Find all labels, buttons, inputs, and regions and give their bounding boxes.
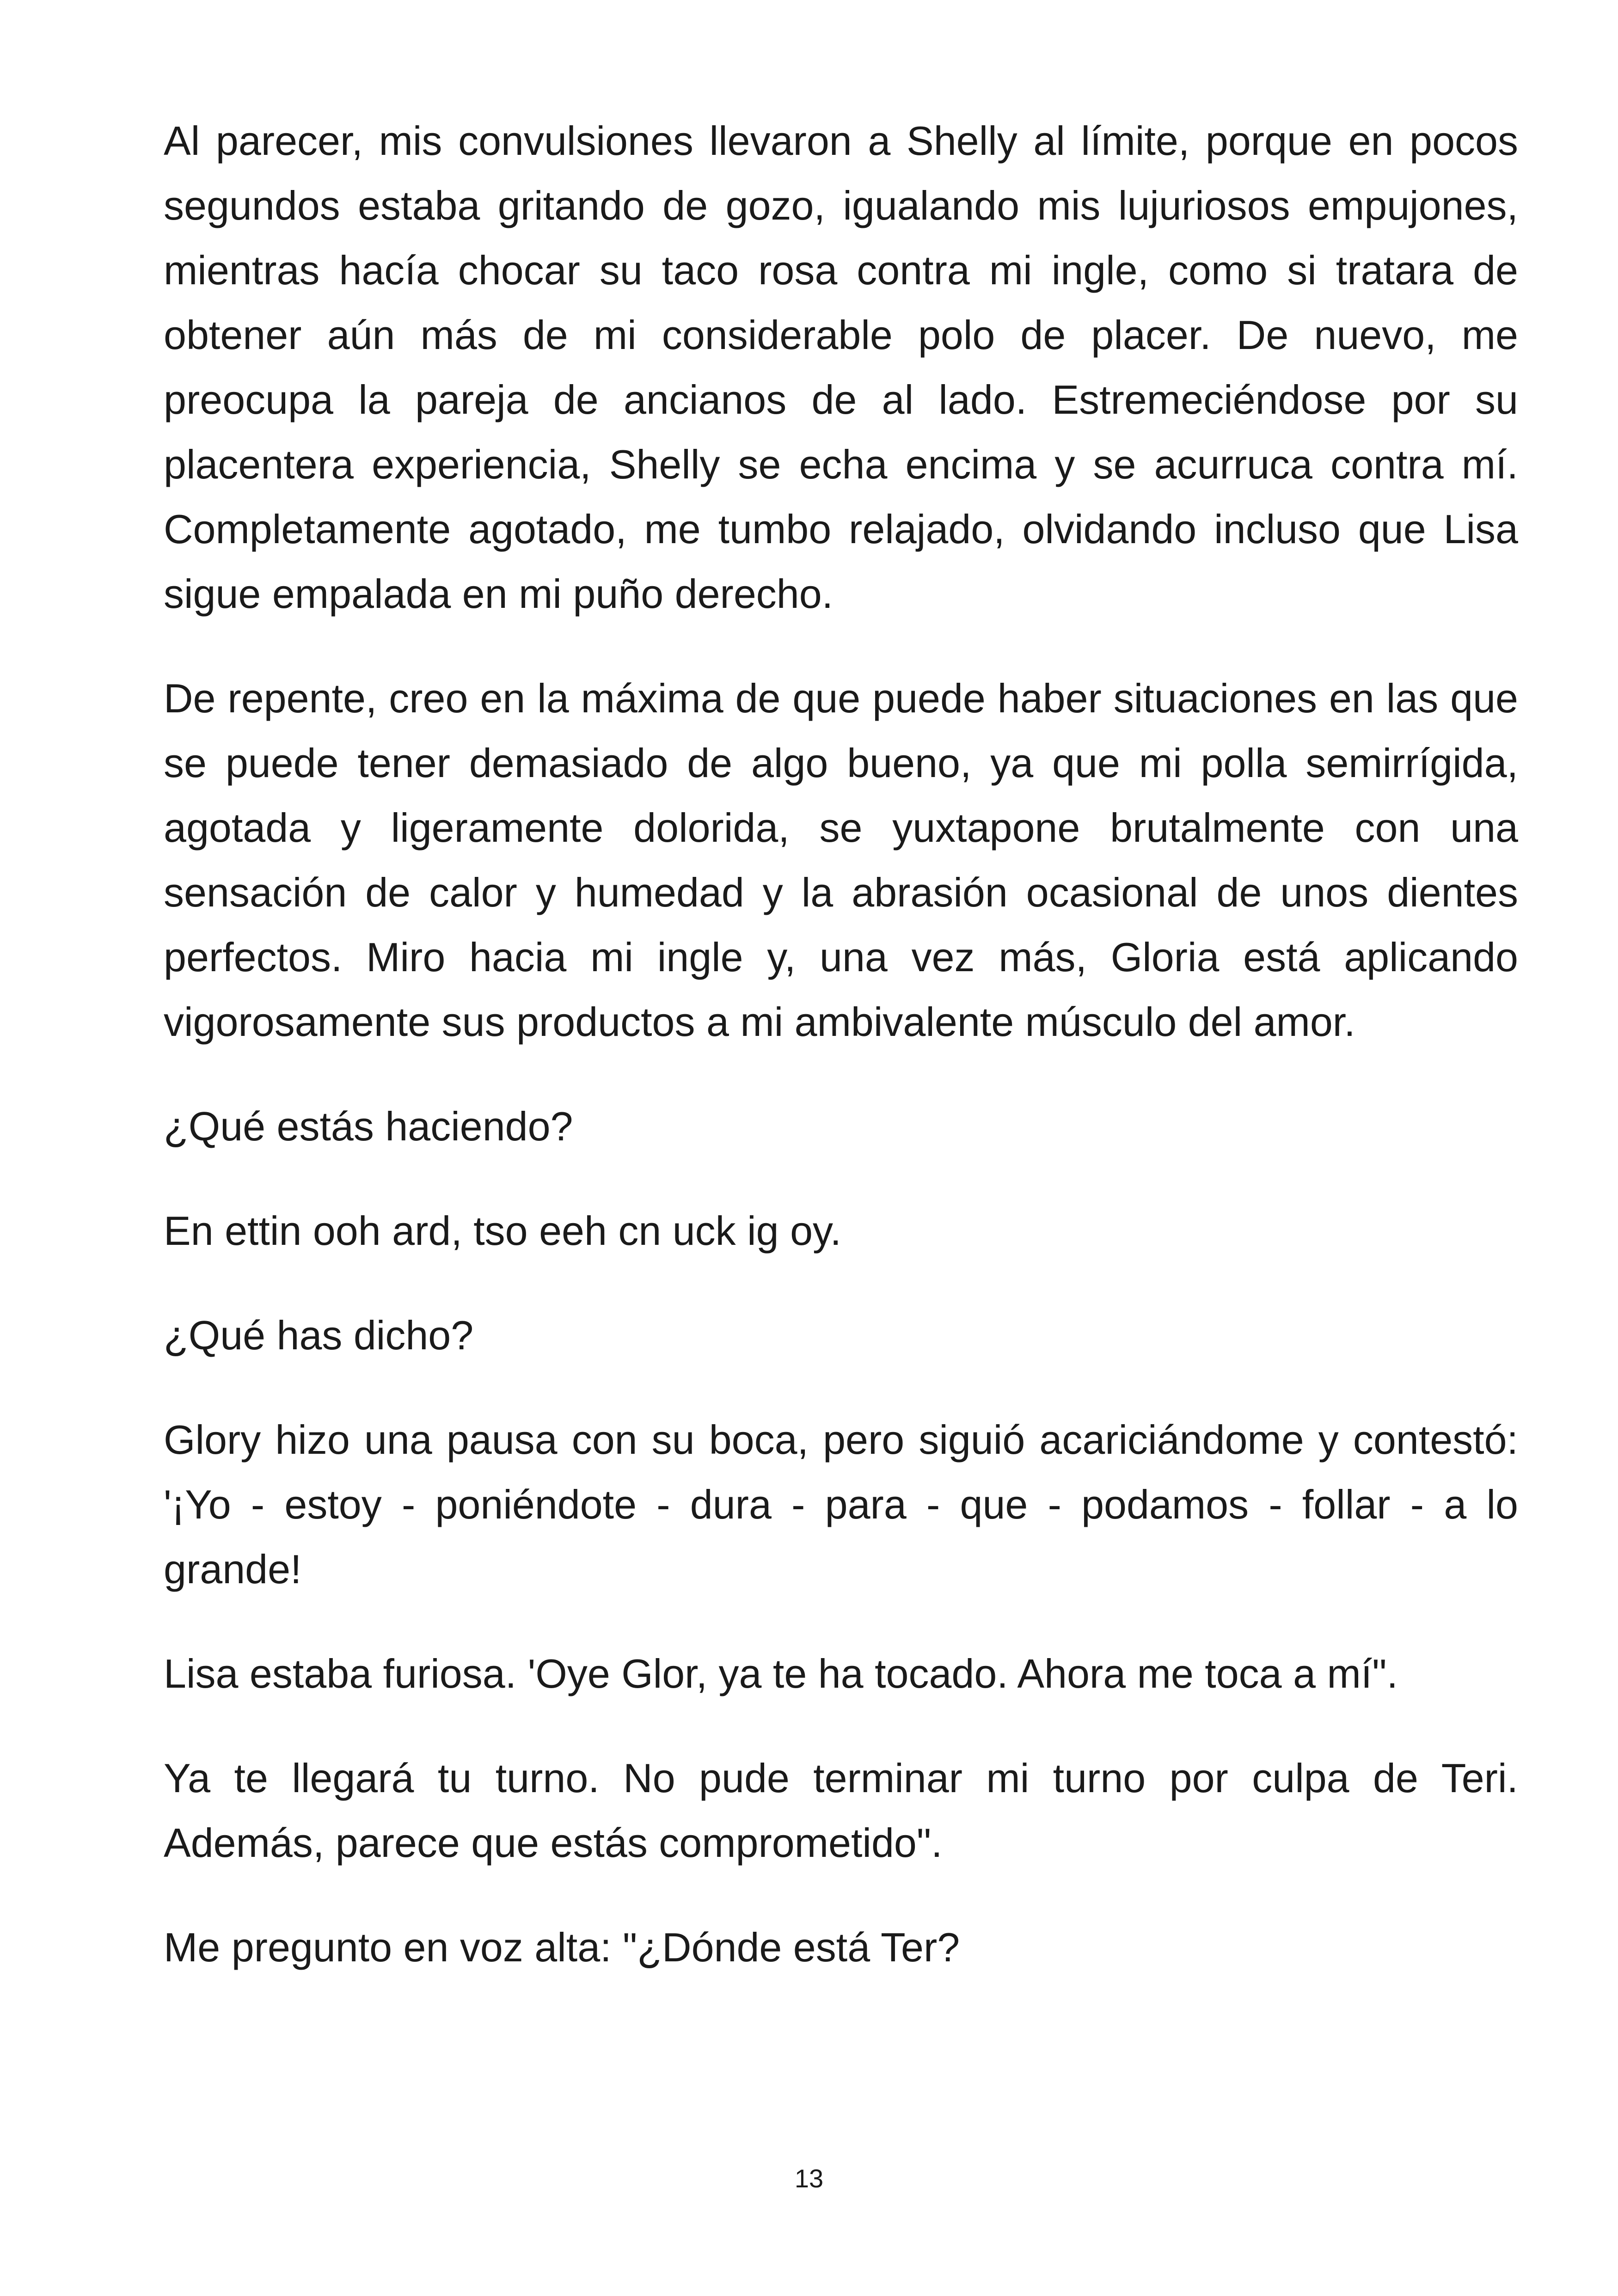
paragraph-5: ¿Qué has dicho? [164, 1312, 474, 1358]
paragraph-7: Lisa estaba furiosa. 'Oye Glor, ya te ha tocado. Ahora me toca a mí". [164, 1651, 1398, 1696]
page-body [164, 109, 1518, 2020]
paragraph-3: ¿Qué estás haciendo? [164, 1103, 573, 1149]
paragraph-9: Me pregunto en voz alta: "¿Dónde está Ter? [164, 1924, 960, 1970]
paragraph-2: De repente, creo en la máxima de que puede haber situaciones en las que se puede tener demasiado de algo bueno, ya que mi polla semirrígida, agotada y ligeramente dolorida, se yuxtapone brutalmente con una sensación de calor y humedad y la abrasión ocasional de unos dientes perfectos. Miro hacia mi ingle y, una vez más, Gloria está aplicando vigorosamente sus productos a mi ambivalente músculo del amor. [164, 675, 1518, 1045]
paragraph-1: Al parecer, mis convulsiones llevaron a Shelly al límite, porque en pocos segundos estaba gritando de gozo, igualando mis lujuriosos empujones, mientras hacía chocar su taco rosa contra mi ingle, como si tratara de obtener aún más de mi considerable polo de placer. De nuevo, me preocupa la pareja de ancianos de al lado. Estremeciéndose por su placentera experiencia, Shelly se echa encima y se acurruca contra mí. Completamente agotado, me tumbo relajado, olvidando incluso que Lisa sigue empalada en mi puño derecho. [164, 118, 1518, 617]
paragraph-8: Ya te llegará tu turno. No pude terminar mi turno por culpa de Teri. Además, parece que estás comprometido". [164, 1755, 1518, 1866]
paragraph-4: En ettin ooh ard, tso eeh cn uck ig oy. [164, 1208, 841, 1254]
paragraph-6: Glory hizo una pausa con su boca, pero siguió acariciándome y contestó: '¡Yo - estoy - poniéndote - dura - para - que - podamos - follar - a lo grande! [164, 1417, 1518, 1592]
page-number: 13 [794, 2164, 824, 2193]
